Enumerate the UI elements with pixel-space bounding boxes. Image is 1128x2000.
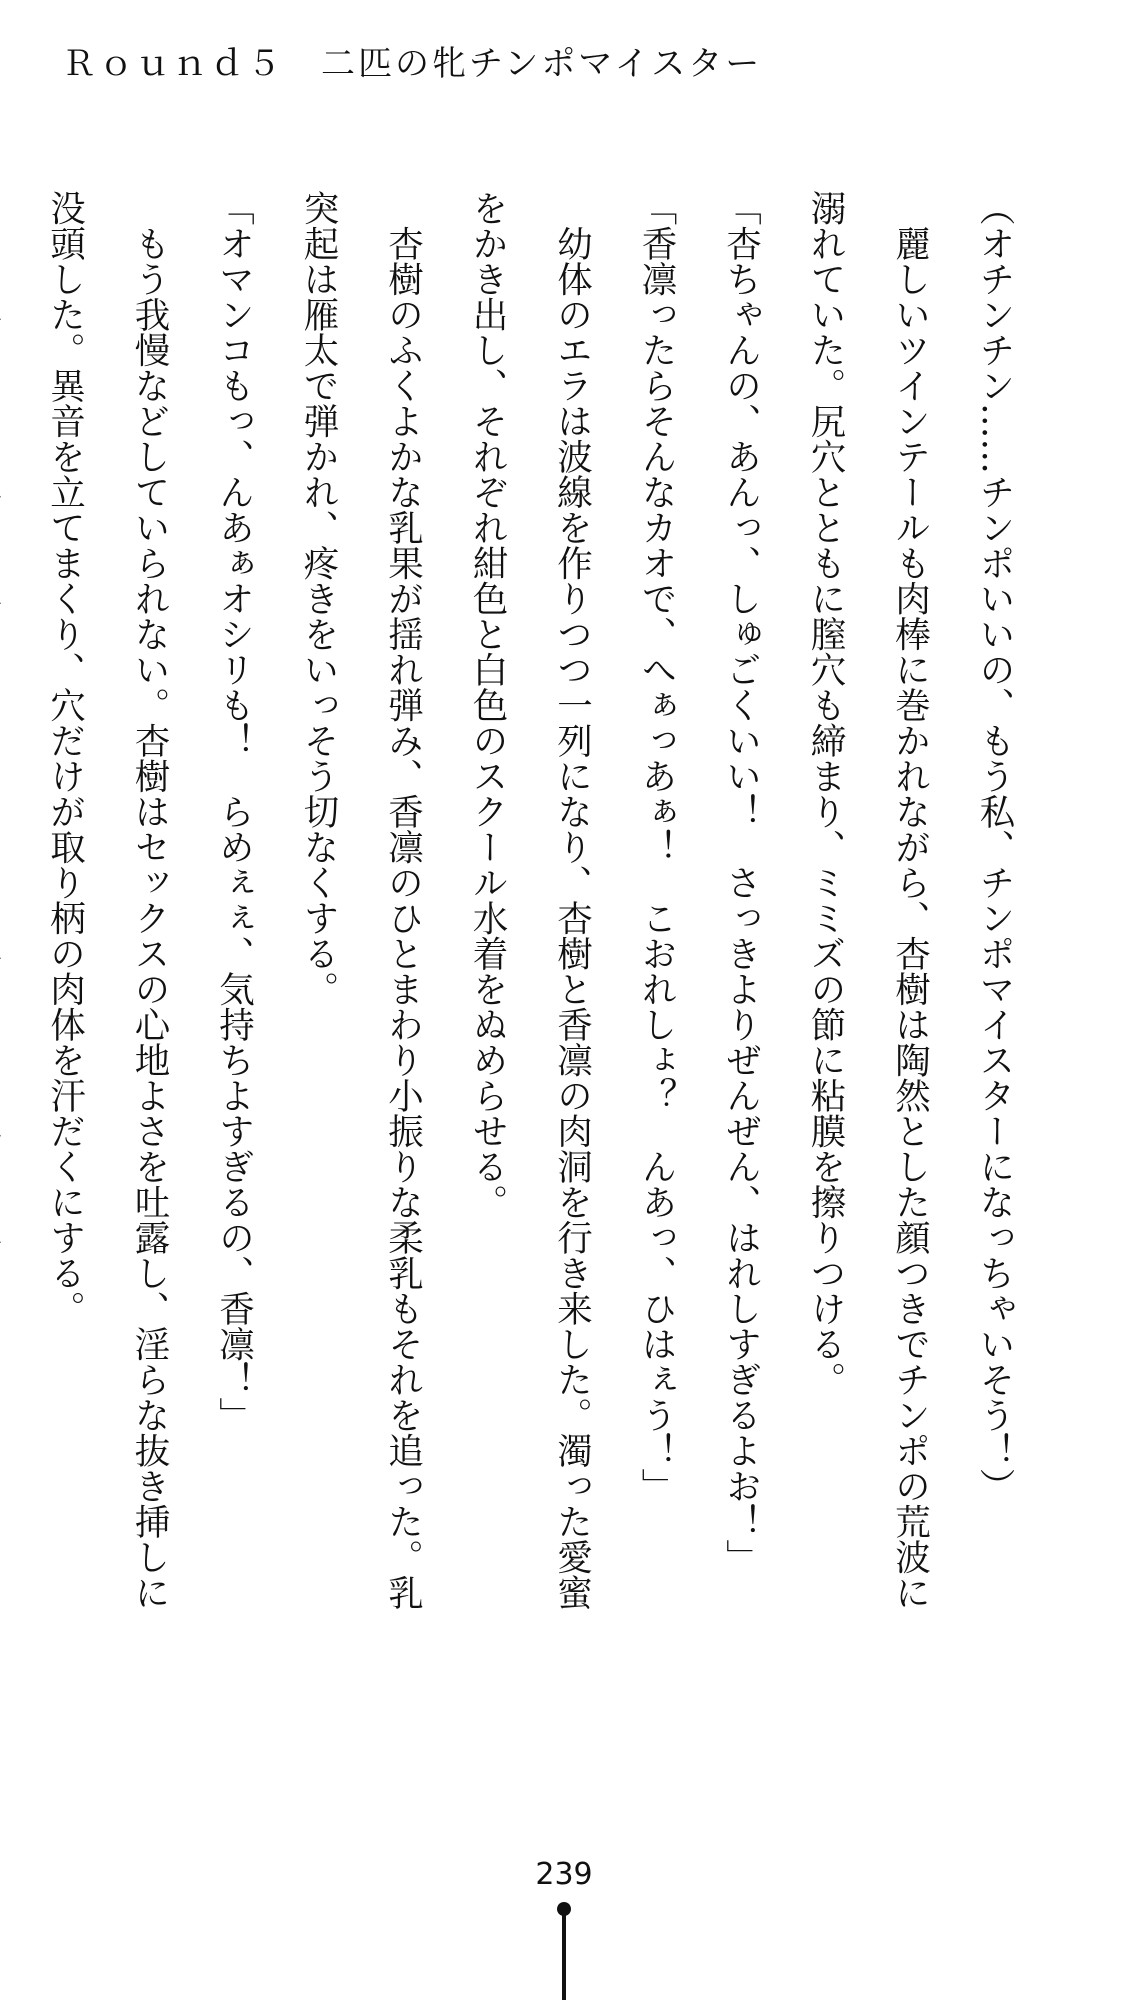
text-line: をかき出し、それぞれ紺色と白色のスクール水着をぬめらせる。 — [467, 190, 508, 1220]
text-line: 麗しいツインテールも肉棒に巻かれながら、杏樹は陶然とした顔つきでチンポの荒波に — [889, 190, 931, 1610]
text-line: （オチンチン……チンポいいの、もう私、チンポマイスターになっちゃいそう！） — [974, 190, 1015, 1504]
text-line: 杏樹のふくよかな乳果が揺れ弾み、香凛のひとまわり小振りな柔乳もそれを追った。乳 — [382, 190, 424, 1610]
page-marker-stem — [562, 1912, 566, 2000]
vertical-body-text — [0, 190, 1036, 1650]
page-marker-icon — [557, 1902, 571, 2000]
text-line: 幼体のエラは波線を作りつつ一列になり、杏樹と香凛の肉洞を行き来した。濁った愛蜜 — [551, 190, 593, 1610]
text-line: 没頭した。異音を立てまくり、穴だけが取り柄の肉体を汗だくにする。 — [44, 190, 86, 1326]
text-line: 「オマンコもっ、んあぁオシリも！ らめぇぇ、気持ちよすぎるの、香凛！」 — [213, 190, 255, 1433]
text-line: 「杏ちゃんの、あんっ、しゅごくいい！ さっきよりぜんぜん、はれしすぎるよお！」 — [720, 190, 762, 1575]
page-number: 239 — [535, 1857, 593, 1892]
text-line — [0, 190, 22, 1650]
text-line: 溺れていた。尻穴とともに膣穴も締まり、ミミズの節に粘膜を擦りつける。 — [805, 190, 846, 1397]
running-header: Ｒｏｕｎｄ５ 二匹の牝チンポマイスター — [62, 44, 763, 84]
text-line: 突起は雁太で弾かれ、疼きをいっそう切なくする。 — [298, 190, 339, 1007]
text-line: もう我慢などしていられない。杏樹はセックスの心地よさを吐露し、淫らな抜き挿しに — [129, 190, 170, 1610]
text-line: 「香凛ったらそんなカオで、へぁっあぁ！ こおれしょ？ んあっ、ひはぇう！」 — [636, 190, 677, 1504]
